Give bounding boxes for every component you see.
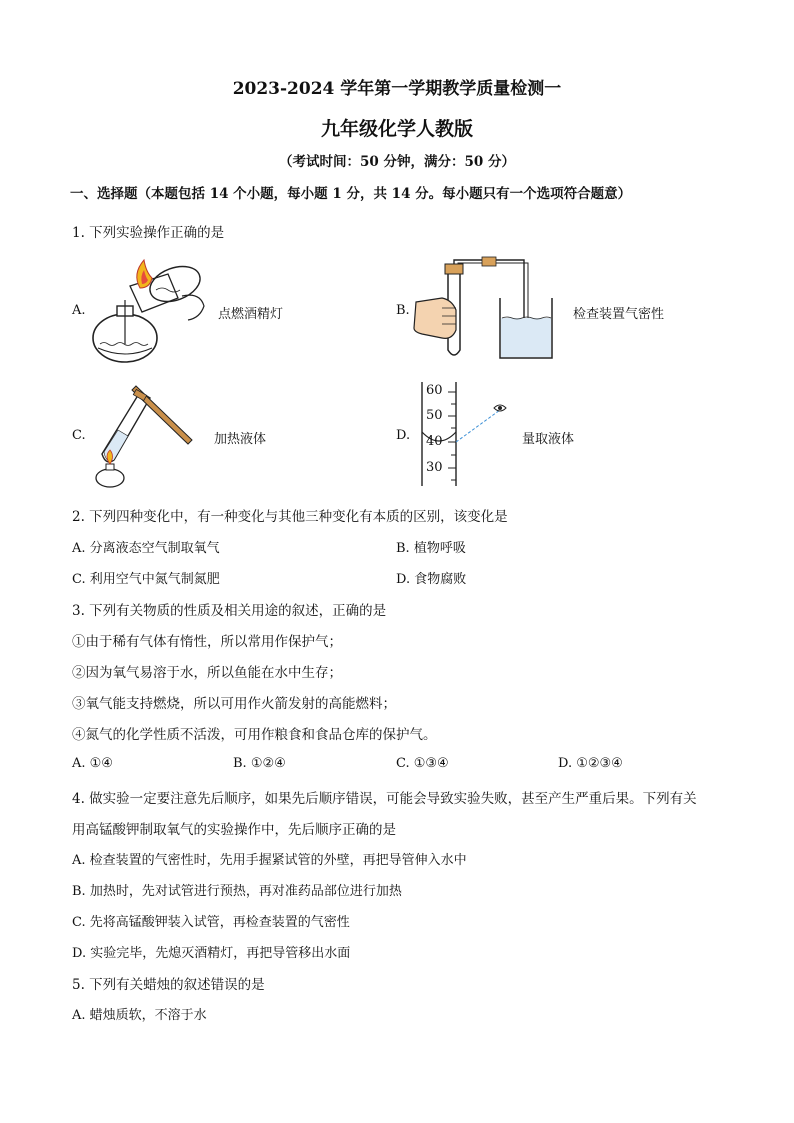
cylinder-mark-40: 40 bbox=[426, 434, 443, 449]
q3-statement-2: ②因为氧气易溶于水，所以鱼能在水中生存； bbox=[72, 665, 342, 681]
q1-option-a-letter: A. bbox=[72, 303, 86, 318]
question-3-stem: 3. 下列有关物质的性质及相关用途的叙述，正确的是 bbox=[72, 603, 387, 619]
q1-option-a-caption: 点燃酒精灯 bbox=[218, 307, 284, 322]
exam-title: 2023-2024 学年第一学期教学质量检测一 bbox=[232, 79, 562, 99]
q1-option-d-letter: D. bbox=[396, 428, 411, 443]
q3-option-a: A. ①④ bbox=[72, 756, 113, 771]
q4-option-d: D. 实验完毕，先熄灭酒精灯，再把导管移出水面 bbox=[72, 946, 351, 961]
alcohol-lamp-lighting-illustration bbox=[90, 256, 210, 368]
q1-option-b-caption: 检查装置气密性 bbox=[573, 307, 665, 322]
q2-option-c: C. 利用空气中氮气制氮肥 bbox=[72, 572, 220, 587]
q2-option-d: D. 食物腐败 bbox=[396, 572, 467, 587]
q1-option-b-letter: B. bbox=[396, 303, 410, 318]
airtightness-check-illustration bbox=[412, 258, 572, 364]
cylinder-mark-50: 50 bbox=[426, 408, 443, 423]
heating-liquid-illustration bbox=[92, 382, 202, 488]
cylinder-mark-30: 30 bbox=[426, 460, 443, 475]
q1-option-c-letter: C. bbox=[72, 428, 86, 443]
q4-option-b: B. 加热时，先对试管进行预热，再对准药品部位进行加热 bbox=[72, 884, 402, 899]
q1-option-c-caption: 加热液体 bbox=[214, 432, 267, 447]
q3-option-b: B. ①②④ bbox=[233, 756, 286, 771]
q3-statement-4: ④氮气的化学性质不活泼，可用作粮食和食品仓库的保护气。 bbox=[72, 727, 437, 743]
q3-statement-3: ③氧气能支持燃烧，所以可用作火箭发射的高能燃料； bbox=[72, 696, 396, 712]
question-1-stem: 1. 下列实验操作正确的是 bbox=[72, 225, 225, 241]
exam-subtitle: 九年级化学人教版 bbox=[320, 118, 473, 140]
q1-option-d-caption: 量取液体 bbox=[522, 432, 575, 447]
exam-info: （考试时间：50 分钟，满分：50 分） bbox=[279, 154, 515, 170]
question-2-stem: 2. 下列四种变化中，有一种变化与其他三种变化有本质的区别，该变化是 bbox=[72, 509, 508, 525]
q3-option-d: D. ①②③④ bbox=[558, 756, 623, 771]
q2-option-b: B. 植物呼吸 bbox=[396, 541, 466, 556]
cylinder-mark-60: 60 bbox=[426, 383, 443, 398]
section-heading: 一、选择题（本题包括 14 个小题，每小题 1 分，共 14 分。每小题只有一个选项符合题意） bbox=[70, 186, 632, 202]
question-4-stem-line1: 4. 做实验一定要注意先后顺序，如果先后顺序错误，可能会导致实验失败，甚至产生严重后果。下列有关 bbox=[72, 791, 697, 807]
q4-option-a: A. 检查装置的气密性时，先用手握紧试管的外壁，再把导管伸入水中 bbox=[72, 853, 467, 868]
q3-statement-1: ①由于稀有气体有惰性，所以常用作保护气； bbox=[72, 634, 342, 650]
question-5-stem: 5. 下列有关蜡烛的叙述错误的是 bbox=[72, 977, 265, 993]
q4-option-c: C. 先将高锰酸钾装入试管，再检查装置的气密性 bbox=[72, 915, 350, 930]
q2-option-a: A. 分离液态空气制取氧气 bbox=[72, 541, 220, 556]
question-4-stem-line2: 用高锰酸钾制取氧气的实验操作中，先后顺序正确的是 bbox=[72, 822, 396, 838]
q5-option-a: A. 蜡烛质软，不溶于水 bbox=[72, 1008, 207, 1023]
q3-option-c: C. ①③④ bbox=[396, 756, 449, 771]
